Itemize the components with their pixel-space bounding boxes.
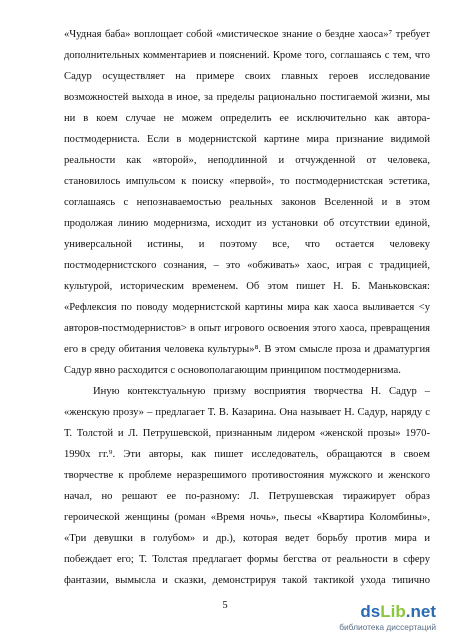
body-line: Т. Толстой и Л. Петрушевской, признанным лидером «женской прозы» 1970-	[64, 428, 430, 439]
body-line: «женскую прозу» – предлагает Т. В. Казарина. Она называет Н. Садур, наряду с	[64, 407, 430, 418]
page-number: 5	[222, 600, 228, 611]
body-line: Садур явно расходится с основополагающим принципом постмодернизма.	[64, 365, 401, 376]
body-line: «Три девушки в голубом» и др.), которая ведет борьбу против мира и	[64, 533, 430, 544]
body-line: продолжая линию модернизма, исходит из установки об отсутствии единой,	[64, 218, 430, 229]
body-line: соглашаясь с непознаваемостью реальных законов Вселенной и в этом	[64, 197, 430, 208]
watermark	[294, 603, 444, 633]
site-logo: dsLib.net	[360, 602, 436, 621]
body-line: возможностей выхода в иное, за пределы рационально постигаемой жизни, мы	[64, 92, 430, 103]
body-line: дополнительных комментариев и пояснений. Кроме того, соглашаясь с тем, что	[64, 50, 430, 61]
body-line: творчестве к проблеме неразрешимого противостояния мужского и женского	[64, 470, 430, 481]
body-line: фантазии, вымысла и сказки, демонстрируя такой тактикой ухода типично	[64, 575, 430, 586]
body-line: становилось импульсом к поиску «первой», то постмодернистская эстетика,	[64, 176, 430, 187]
body-line: «Рефлексия по поводу модернистской картины мира как хаоса выливается <у	[64, 302, 430, 313]
body-line: ни в коем случае не можем определить ее исключительно как автора-	[64, 113, 430, 124]
body-line: универсальной истины, и поэтому все, что остается человеку	[64, 239, 430, 250]
body-line: постмодерниста. Если в модернистской картине мира признание видимой	[64, 134, 430, 145]
body-line: Садур осуществляет на примере своих главных героев исследование	[64, 71, 430, 82]
body-line: побеждает его; Т. Толстая предлагает формы бегства от реальности в сферу	[64, 554, 430, 565]
paragraph-first-line: Иную контекстуальную призму восприятия творчества Н. Садур –	[93, 386, 430, 397]
body-line: 1990х гг.⁹. Эти авторы, как пишет исследователь, обращаются в своем	[64, 449, 430, 460]
body-line: постмодернистского сознания, – это «обживать» хаос, играя с традицией,	[64, 260, 430, 271]
site-subtitle: библиотека диссертаций	[339, 622, 436, 632]
body-line: начал, но решают ее по-разному: Л. Петрушевская тиражирует образ	[64, 491, 430, 502]
body-line: культурой, историческим временем. Об этом пишет Н. Б. Маньковская:	[64, 281, 430, 292]
body-line: авторов-постмодернистов> в опыт игрового освоения этого хаоса, превращения	[64, 323, 430, 334]
body-line: героической женщины (роман «Время ночь», пьесы «Квартира Коломбины»,	[64, 512, 430, 523]
body-line: «Чудная баба» воплощает собой «мистическое знание о бездне хаоса»⁷ требует	[64, 29, 430, 40]
body-line: реальности как «второй», неподлинной и отчужденной от человека,	[64, 155, 430, 166]
body-line: его в среду обитания человека культуры»⁸. В этом смысле проза и драматургия	[64, 344, 430, 355]
